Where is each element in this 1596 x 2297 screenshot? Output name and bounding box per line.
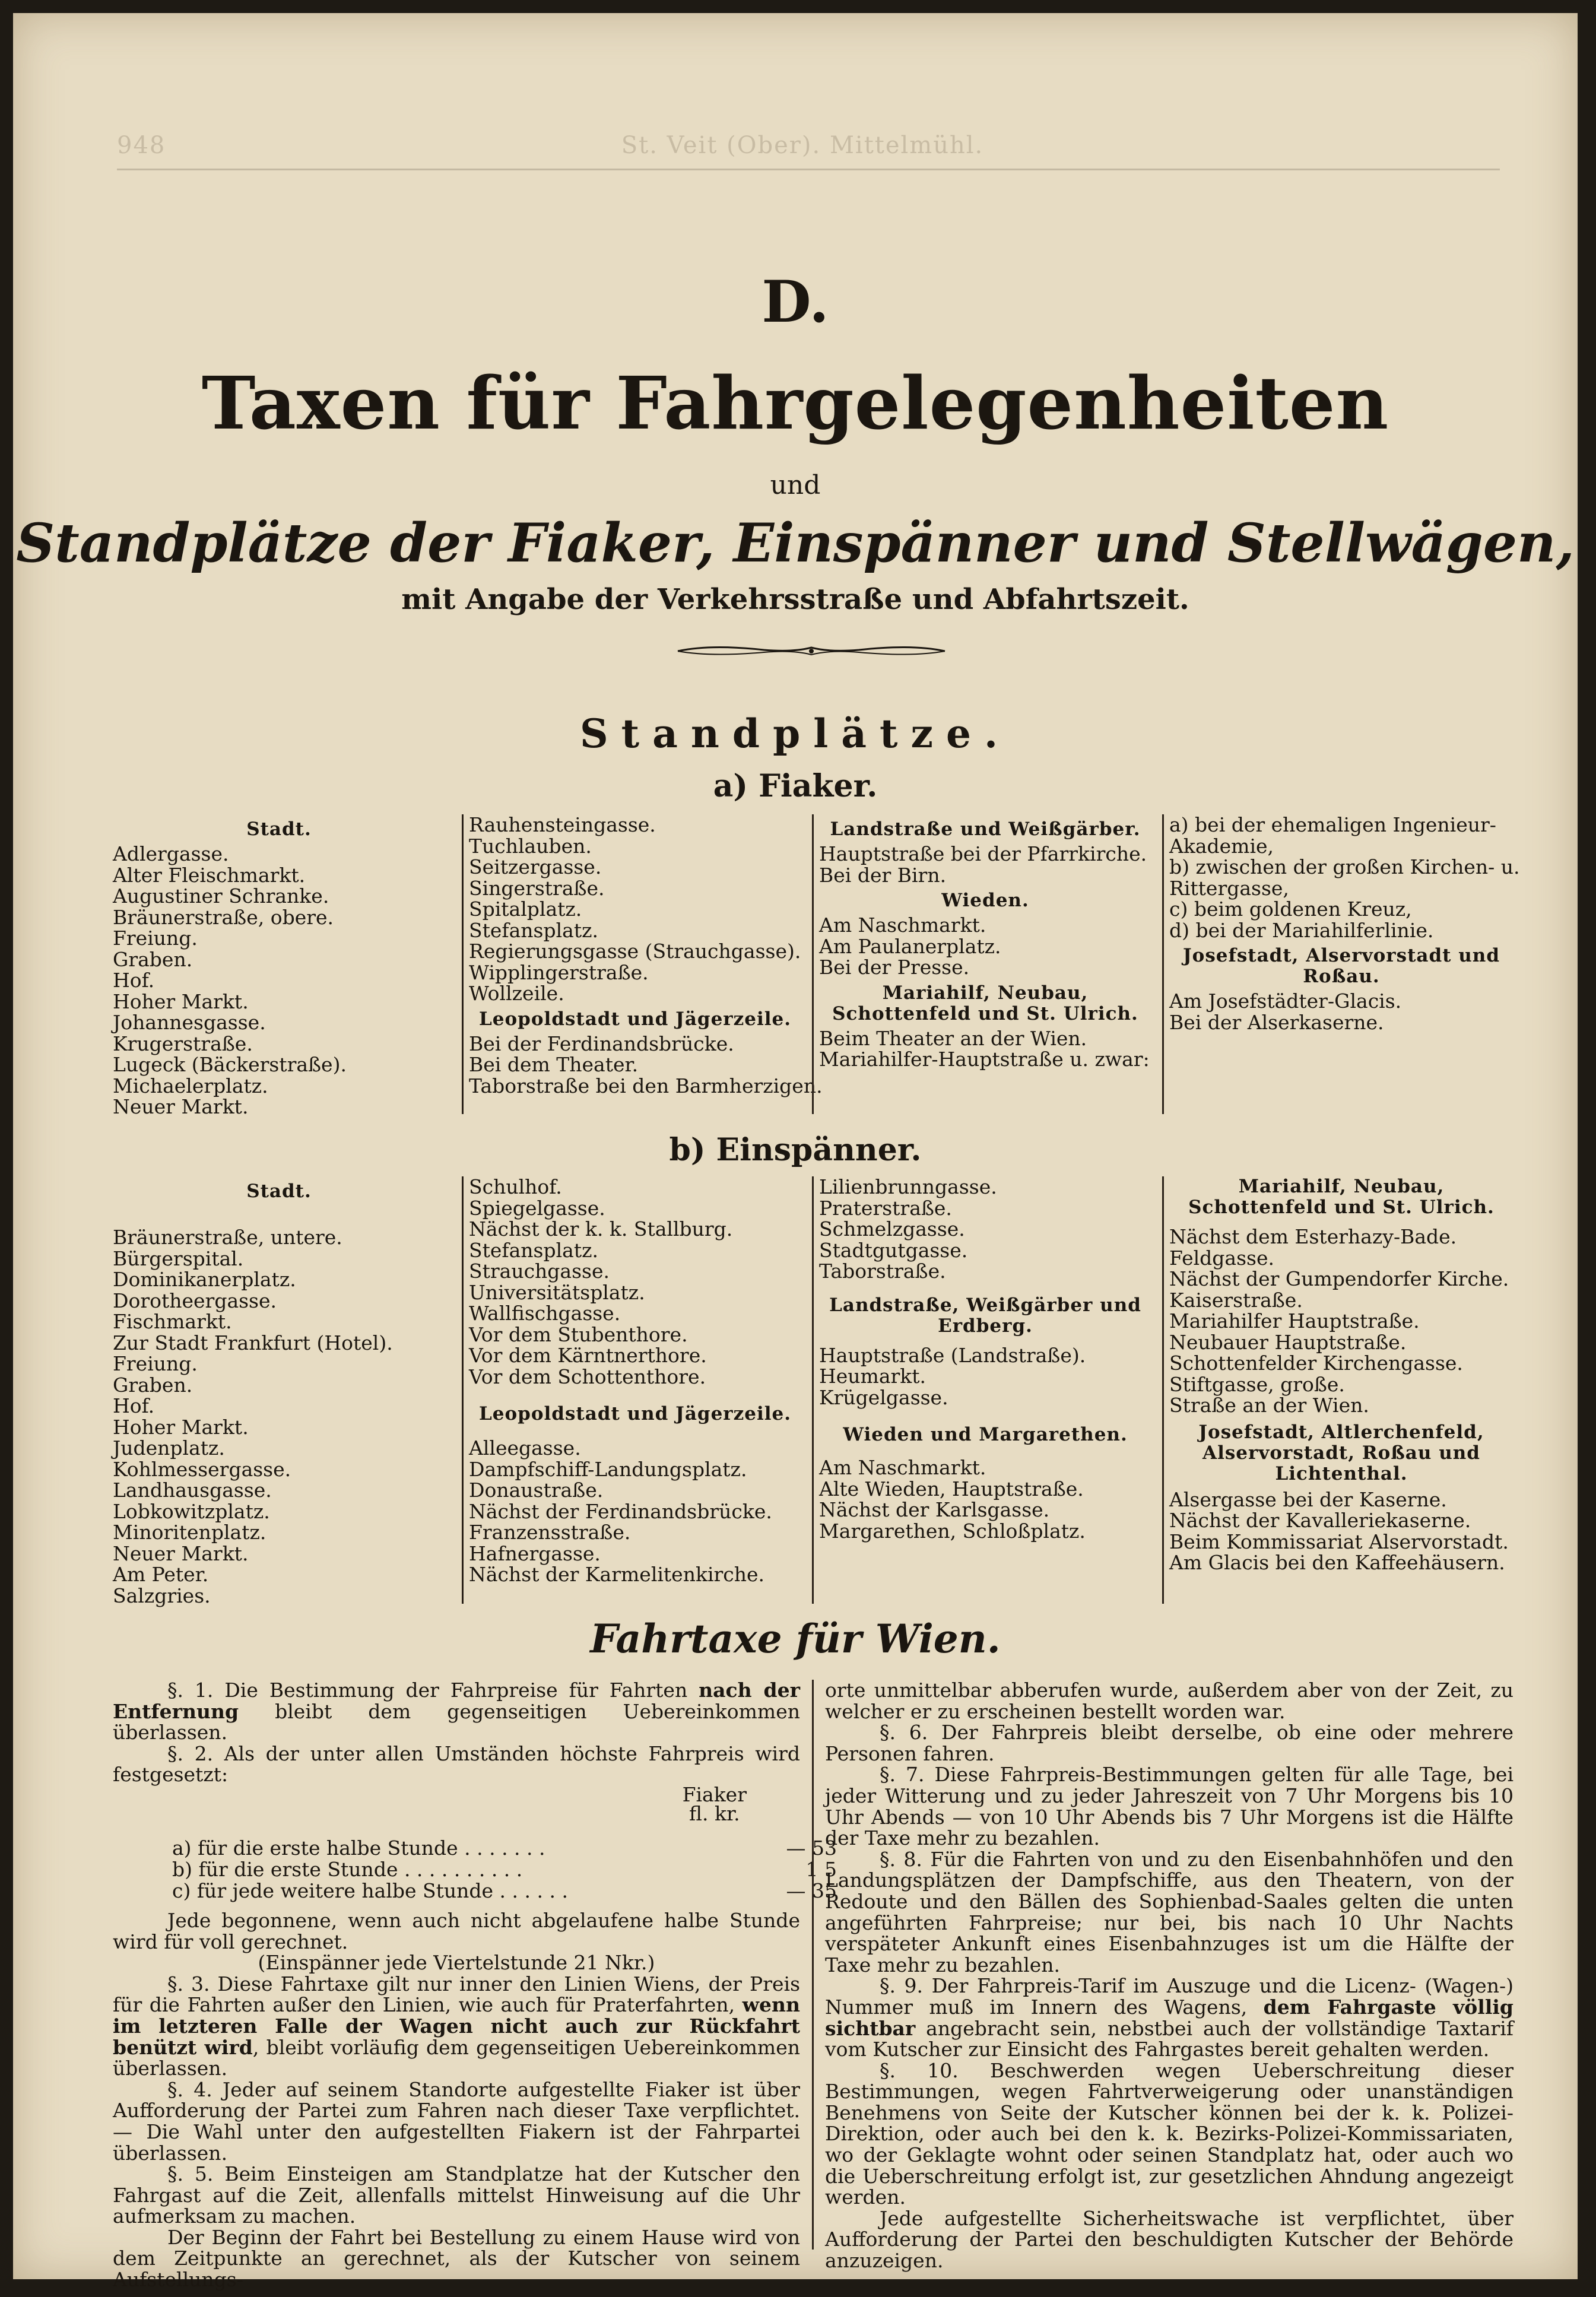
- list-item: Salzgries.: [113, 1584, 211, 1607]
- list-item: Am Naschmarkt.: [819, 1456, 986, 1479]
- column-divider: [1162, 1176, 1164, 1604]
- fiaker-columns: [113, 813, 1520, 1123]
- einspaenner-col2b-list: [469, 1438, 801, 1585]
- paragraph-7: Der Beginn der Fahrt bei Bestellung zu einem Hause wird von dem Zeitpunkte an gerechnet, als der Kutscher von seinem Aufstellungs-: [113, 2225, 800, 2292]
- column-divider: [462, 814, 464, 1114]
- list-item: c) beim goldenen Kreuz,: [1169, 897, 1412, 921]
- list-item: Am Peter.: [113, 1563, 209, 1586]
- list-item: Vor dem Kärntnerthore.: [469, 1344, 707, 1367]
- einspaenner-col4-head1: Mariahilf, Neubau, Schottenfeld und St. Ulrich.: [1188, 1176, 1495, 1218]
- list-item: Freiung.: [113, 1352, 198, 1375]
- list-item: Nächst der Karlsgasse.: [819, 1498, 1050, 1521]
- list-item: Spitalplatz.: [469, 897, 582, 921]
- list-item: Nächst der Karmelitenkirche.: [469, 1563, 765, 1586]
- list-item: Bei der Alserkaserne.: [1169, 1010, 1384, 1034]
- einspaenner-col4a-list: [1169, 1226, 1513, 1416]
- list-item: Taborstraße.: [819, 1259, 946, 1283]
- paragraph-5: §. 4. Jeder auf seinem Standorte aufgestellte Fiaker ist über Aufforderung der Partei zum Fahren nach dieser Taxe verpflichtet. — Die Wahl unter den aufgestellten Fiakern ist der Fahrpartei überlassen.: [113, 2077, 800, 2165]
- fahrtaxe-right-column: [825, 1680, 1513, 2271]
- list-item: Schottenfelder Kirchengasse.: [1169, 1351, 1463, 1375]
- list-item: Am Glacis bei den Kaffeehäusern.: [1169, 1551, 1505, 1574]
- list-item: Johannesgasse.: [113, 1011, 266, 1034]
- list-item: Mariahilfer Hauptstraße.: [1169, 1309, 1420, 1332]
- fiaker-col-1: [113, 814, 445, 1118]
- list-item: Lugeck (Bäckerstraße).: [113, 1053, 347, 1076]
- paragraph-12: §. 9. Der Fahrpreis-Tarif im Auszuge und die Licenz- (Wagen-) Nummer muß im Innern des Wagens, dem Fahrgaste völlig sichtbar angebracht sein, nebstbei auch der vollständige Taxtarif vom Kutscher zur Einsicht des Fahrgastes bereit gehalten werden.: [825, 1974, 1513, 2061]
- list-item: Zur Stadt Frankfurt (Hotel).: [113, 1331, 393, 1354]
- list-item: Universitätsplatz.: [469, 1280, 645, 1304]
- list-item: Nächst der k. k. Stallburg.: [469, 1217, 733, 1240]
- list-item: Seitzergasse.: [469, 855, 602, 878]
- fiaker-col4-head: Josefstadt, Alservorstadt und Roßau.: [1182, 945, 1500, 987]
- title-line-2: Standplätze der Fiaker, Einspänner und Stellwägen,: [16, 512, 1575, 575]
- fiaker-col-2: [469, 813, 823, 1097]
- paragraph-10: §. 7. Diese Fahrpreis-Bestimmungen gelten für alle Tage, bei jeder Witterung und zu jeder Jahreszeit von 7 Uhr Morgens bis 10 Uhr Abends — von 10 Uhr Abends bis 7 Uhr Morgens ist die Hälfte der Taxe mehr zu bezahlen.: [825, 1763, 1513, 1850]
- list-item: Augustiner Schranke.: [113, 884, 329, 908]
- einspaenner-col3c-list: [819, 1457, 1151, 1541]
- list-item: Alleegasse.: [469, 1436, 581, 1460]
- list-item: Nächst der Kavalleriekaserne.: [1169, 1509, 1471, 1532]
- list-item: Akademie,: [1169, 834, 1274, 858]
- list-item: Dorotheergasse.: [113, 1289, 277, 1312]
- header-rule: [117, 169, 1500, 170]
- list-item: Lilienbrunngasse.: [819, 1175, 997, 1198]
- list-item: Wipplingerstraße.: [469, 960, 649, 984]
- paragraph-14: Jede aufgestellte Sicherheitswache ist verpflichtet, über Aufforderung der Partei den beschuldigten Kutscher der Behörde anzuzeigen.: [825, 2206, 1513, 2273]
- list-item: d) bei der Mariahilferlinie.: [1169, 918, 1434, 942]
- einspaenner-col4-head2: Josefstadt, Altlerchenfeld, Alservorstadt, Roßau und Lichtenthal.: [1198, 1421, 1484, 1484]
- list-item: Tuchlauben.: [469, 834, 592, 858]
- running-head-text: St. Veit (Ober). Mittelmühl.: [621, 132, 984, 159]
- list-item: Bräunerstraße, untere.: [113, 1226, 342, 1249]
- list-item: Wollzeile.: [469, 982, 564, 1005]
- list-item: Krugerstraße.: [113, 1032, 253, 1055]
- einspaenner-col2a-list: [469, 1176, 801, 1387]
- paragraph-4: §. 3. Diese Fahrtaxe gilt nur inner den Linien Wiens, der Preis für die Fahrten außer den Linien, wie auch für Praterfahrten, wenn im letzteren Falle der Wagen nicht auch zur Rückfahrt benützt wird, bleibt vorläufig dem gegenseitigen Uebereinkommen überlassen.: [113, 1972, 800, 2080]
- list-item: Lobkowitzplatz.: [113, 1499, 270, 1523]
- list-item: Dominikanerplatz.: [113, 1268, 296, 1291]
- list-item: Straße an der Wien.: [1169, 1394, 1369, 1417]
- einspaenner-col3a-list: [819, 1176, 1151, 1282]
- list-item: Nächst dem Esterhazy-Bade.: [1169, 1225, 1457, 1248]
- list-item: Bei dem Theater.: [469, 1053, 639, 1076]
- list-item: Schulhof.: [469, 1175, 562, 1198]
- list-item: a) bei der ehemaligen Ingenieur-: [1169, 813, 1496, 836]
- tariff-header: Fiaker fl. kr.: [682, 1782, 747, 1825]
- list-item: Landhausgasse.: [113, 1479, 272, 1502]
- fiaker-col3-head3: Mariahilf, Neubau, Schottenfeld und St. Ulrich.: [832, 982, 1138, 1024]
- list-item: Hauptstraße (Landstraße).: [819, 1343, 1086, 1367]
- einspaenner-col-2: [469, 1176, 801, 1585]
- list-item: Heumarkt.: [819, 1365, 926, 1388]
- list-item: Bräunerstraße, obere.: [113, 905, 334, 929]
- running-head: [117, 132, 1488, 159]
- list-item: Mariahilfer-Hauptstraße u. zwar:: [819, 1048, 1150, 1071]
- column-divider: [812, 1176, 814, 1604]
- einspaenner-columns: [113, 1175, 1513, 1607]
- list-item: Krügelgasse.: [819, 1385, 948, 1409]
- fiaker-col3a-list: [819, 843, 1151, 886]
- list-item: Judenplatz.: [113, 1436, 225, 1460]
- list-item: Minoritenplatz.: [113, 1521, 266, 1544]
- fiaker-col-4: [1169, 813, 1520, 1034]
- list-item: Hoher Markt.: [113, 989, 249, 1013]
- list-item: Michaelerplatz.: [113, 1074, 268, 1097]
- standplaetze-heading: Standplätze.: [580, 710, 1011, 757]
- list-item: Regierungsgasse (Strauchgasse).: [469, 940, 801, 963]
- paragraph-13: §. 10. Beschwerden wegen Ueberschreitung dieser Bestimmungen, wegen Fahrtverweigerung oder unanständigen Benehmens von Seite der Kutscher können bei der k. k. Polizei-Direktion, oder auch bei den k. k. Bezirks-Polizei-Kommissariaten, wo der Geklagte wohnt oder seinen Standplatz hat, oder auch wo die Ueberschreitung erfolgt ist, zur gesetzlichen Ahndung angezeigt werden.: [825, 2058, 1513, 2209]
- einspaenner-col3b-list: [819, 1345, 1151, 1408]
- list-item: Am Naschmarkt.: [819, 913, 986, 937]
- list-item: Fischmarkt.: [113, 1310, 232, 1333]
- paragraph-2: §. 2. Als der unter allen Umständen höchste Fahrpreis wird festgesetzt:: [113, 1741, 800, 1787]
- fiaker-heading: a) Fiaker.: [713, 768, 878, 804]
- list-item: Am Paulanerplatz.: [819, 934, 1001, 958]
- list-item: Praterstraße.: [819, 1196, 952, 1220]
- list-item: Rauhensteingasse.: [469, 813, 656, 836]
- list-item: Nächst der Ferdinandsbrücke.: [469, 1499, 772, 1523]
- title-und: und: [770, 470, 821, 500]
- einspaenner-col3-head2: Wieden und Margarethen.: [843, 1424, 1128, 1445]
- fiaker-col-3: [819, 814, 1151, 1070]
- column-divider: [1162, 814, 1164, 1114]
- list-item: Hof.: [113, 1394, 155, 1417]
- fiaker-col3c-list: [819, 1028, 1151, 1070]
- list-item: Alte Wieden, Hauptstraße.: [819, 1477, 1084, 1500]
- list-item: Neuer Markt.: [113, 1095, 249, 1118]
- column-divider: [812, 814, 814, 1114]
- list-item: Nächst der Gumpendorfer Kirche.: [1169, 1267, 1509, 1290]
- fiaker-col4a-list: [1169, 813, 1520, 942]
- list-item: Stefansplatz.: [469, 1238, 598, 1262]
- paragraph-8: orte unmittelbar abberufen wurde, außerdem aber von der Zeit, zu welcher er zu erscheinen bestellt worden war.: [825, 1679, 1513, 1723]
- list-item: Beim Theater an der Wien.: [819, 1026, 1087, 1050]
- list-item: Vor dem Stubenthore.: [469, 1322, 688, 1346]
- paragraph-3: Jede begonnene, wenn auch nicht abgelaufene halbe Stunde wird für voll gerechnet.: [113, 1908, 800, 1953]
- list-item: Wallfischgasse.: [469, 1302, 621, 1325]
- list-item: Alsergasse bei der Kaserne.: [1169, 1487, 1447, 1511]
- einspaenner-col4b-list: [1169, 1489, 1513, 1573]
- fahrtaxe-heading: Fahrtaxe für Wien.: [590, 1616, 1001, 1662]
- list-item: Taborstraße bei den Barmherzigen.: [469, 1074, 823, 1097]
- list-item: Bei der Presse.: [819, 956, 970, 979]
- list-item: Rittergasse,: [1169, 876, 1289, 900]
- fiaker-col1-list: [113, 843, 445, 1118]
- einspaenner-col3-head1: Landstraße, Weißgärber und Erdberg.: [829, 1294, 1141, 1337]
- list-item: Donaustraße.: [469, 1479, 604, 1502]
- fahrtaxe-left-column: [113, 1679, 837, 2292]
- column-divider: [462, 1176, 464, 1604]
- list-item: Graben.: [113, 947, 193, 971]
- fiaker-col2a-list: [469, 814, 801, 1004]
- fiaker-col2b-list: [469, 1032, 823, 1097]
- list-item: Dampfschiff-Landungsplatz.: [469, 1457, 747, 1481]
- title-line-1: Taxen für Fahrgelegenheiten: [201, 360, 1389, 446]
- paragraph-6: §. 5. Beim Einsteigen am Standplatze hat der Kutscher den Fahrgast auf die Zeit, allenfalls mittelst Hinweisung auf die Uhr aufmerksam zu machen.: [113, 2162, 800, 2228]
- list-item: Kaiserstraße.: [1169, 1288, 1303, 1312]
- list-item: Margarethen, Schloßplatz.: [819, 1519, 1086, 1543]
- subtitle: mit Angabe der Verkehrsstraße und Abfahrtszeit.: [401, 583, 1189, 616]
- einspaenner-col-4: [1169, 1176, 1513, 1573]
- fiaker-col3-head1: Landstraße und Weißgärber.: [830, 818, 1141, 840]
- list-item: b) zwischen der großen Kirchen- u.: [1169, 855, 1520, 878]
- list-item: Hafnergasse.: [469, 1541, 601, 1565]
- list-item: Hoher Markt.: [113, 1415, 249, 1439]
- list-item: Vor dem Schottenthore.: [469, 1365, 706, 1388]
- list-item: Neuer Markt.: [113, 1541, 249, 1565]
- paragraph-11: §. 8. Für die Fahrten von und zu den Eisenbahnhöfen und den Landungsplätzen der Dampfschiffe, aus den Theatern, von der Redoute und den Bällen des Sophienbad-Saales gelten die unten angeführten Fahrpreise; nur bei, bis nach 10 Uhr Nachts verspäteter Ankunft eines Eisenbahnzuges ist um die Hälfte der Taxe mehr zu bezahlen.: [825, 1847, 1513, 1976]
- list-item: Am Josefstädter-Glacis.: [1169, 989, 1402, 1013]
- fiaker-col2-head: Leopoldstadt und Jägerzeile.: [478, 1008, 792, 1030]
- list-item: Hauptstraße bei der Pfarrkirche.: [819, 842, 1147, 865]
- page-number: 948: [117, 132, 166, 159]
- einspaenner-col-3: [819, 1176, 1151, 1541]
- list-item: Freiung.: [113, 927, 198, 950]
- list-item: Alter Fleischmarkt.: [113, 863, 306, 887]
- list-item: Schmelzgasse.: [819, 1217, 965, 1240]
- einspaenner-heading: b) Einspänner.: [669, 1132, 922, 1168]
- text-column-divider: [812, 1680, 814, 2250]
- list-item: Graben.: [113, 1373, 193, 1397]
- list-item: Adlergasse.: [113, 842, 229, 865]
- ornament-rule: [675, 639, 948, 663]
- paragraph-9: §. 6. Der Fahrpreis bleibt derselbe, ob eine oder mehrere Personen fahren.: [825, 1721, 1513, 1765]
- fiaker-col4b-list: [1169, 991, 1513, 1033]
- paragraph-3-note: (Einspänner jede Viertelstunde 21 Nkr.): [258, 1951, 655, 1975]
- list-item: Hof.: [113, 969, 155, 992]
- fiaker-col3b-list: [819, 915, 1151, 978]
- einspaenner-col-1: [113, 1176, 445, 1606]
- section-letter: D.: [761, 268, 829, 335]
- list-item: Kohlmessergasse.: [113, 1457, 291, 1481]
- paragraph-1: §. 1. Die Bestimmung der Fahrpreise für Fahrten nach der Entfernung bleibt dem gegenseitigen Uebereinkommen überlassen.: [113, 1679, 801, 1744]
- list-item: Bei der Ferdinandsbrücke.: [469, 1032, 734, 1055]
- list-item: Stadtgutgasse.: [819, 1238, 968, 1262]
- list-item: Stiftgasse, große.: [1169, 1372, 1345, 1396]
- list-item: Neubauer Hauptstraße.: [1169, 1330, 1407, 1354]
- list-item: Bei der Birn.: [819, 863, 947, 887]
- document-page: [13, 13, 1578, 2292]
- fiaker-col3-head2: Wieden.: [941, 890, 1029, 911]
- einspaenner-col2-head: Leopoldstadt und Jägerzeile.: [478, 1403, 792, 1424]
- list-item: Franzensstraße.: [469, 1521, 631, 1544]
- fiaker-col1-head: Stadt.: [246, 818, 312, 840]
- einspaenner-col1-list: [113, 1227, 445, 1606]
- tariff-table: Fiaker fl. kr. a) für die erste halbe Stunde . . . . . . . — 53 b) für die erste Stunde . . . . . . . . . . 1 5 c) für jede weitere halbe Stunde . . . . . . — 35: [172, 1782, 837, 1902]
- list-item: Singerstraße.: [469, 876, 605, 900]
- list-item: Beim Kommissariat Alservorstadt.: [1169, 1530, 1509, 1553]
- list-item: Spiegelgasse.: [469, 1196, 605, 1220]
- list-item: Stefansplatz.: [469, 918, 598, 942]
- list-item: Strauchgasse.: [469, 1259, 610, 1283]
- list-item: Feldgasse.: [1169, 1246, 1274, 1270]
- list-item: Bürgerspital.: [113, 1246, 244, 1270]
- einspaenner-col1-head: Stadt.: [246, 1181, 312, 1202]
